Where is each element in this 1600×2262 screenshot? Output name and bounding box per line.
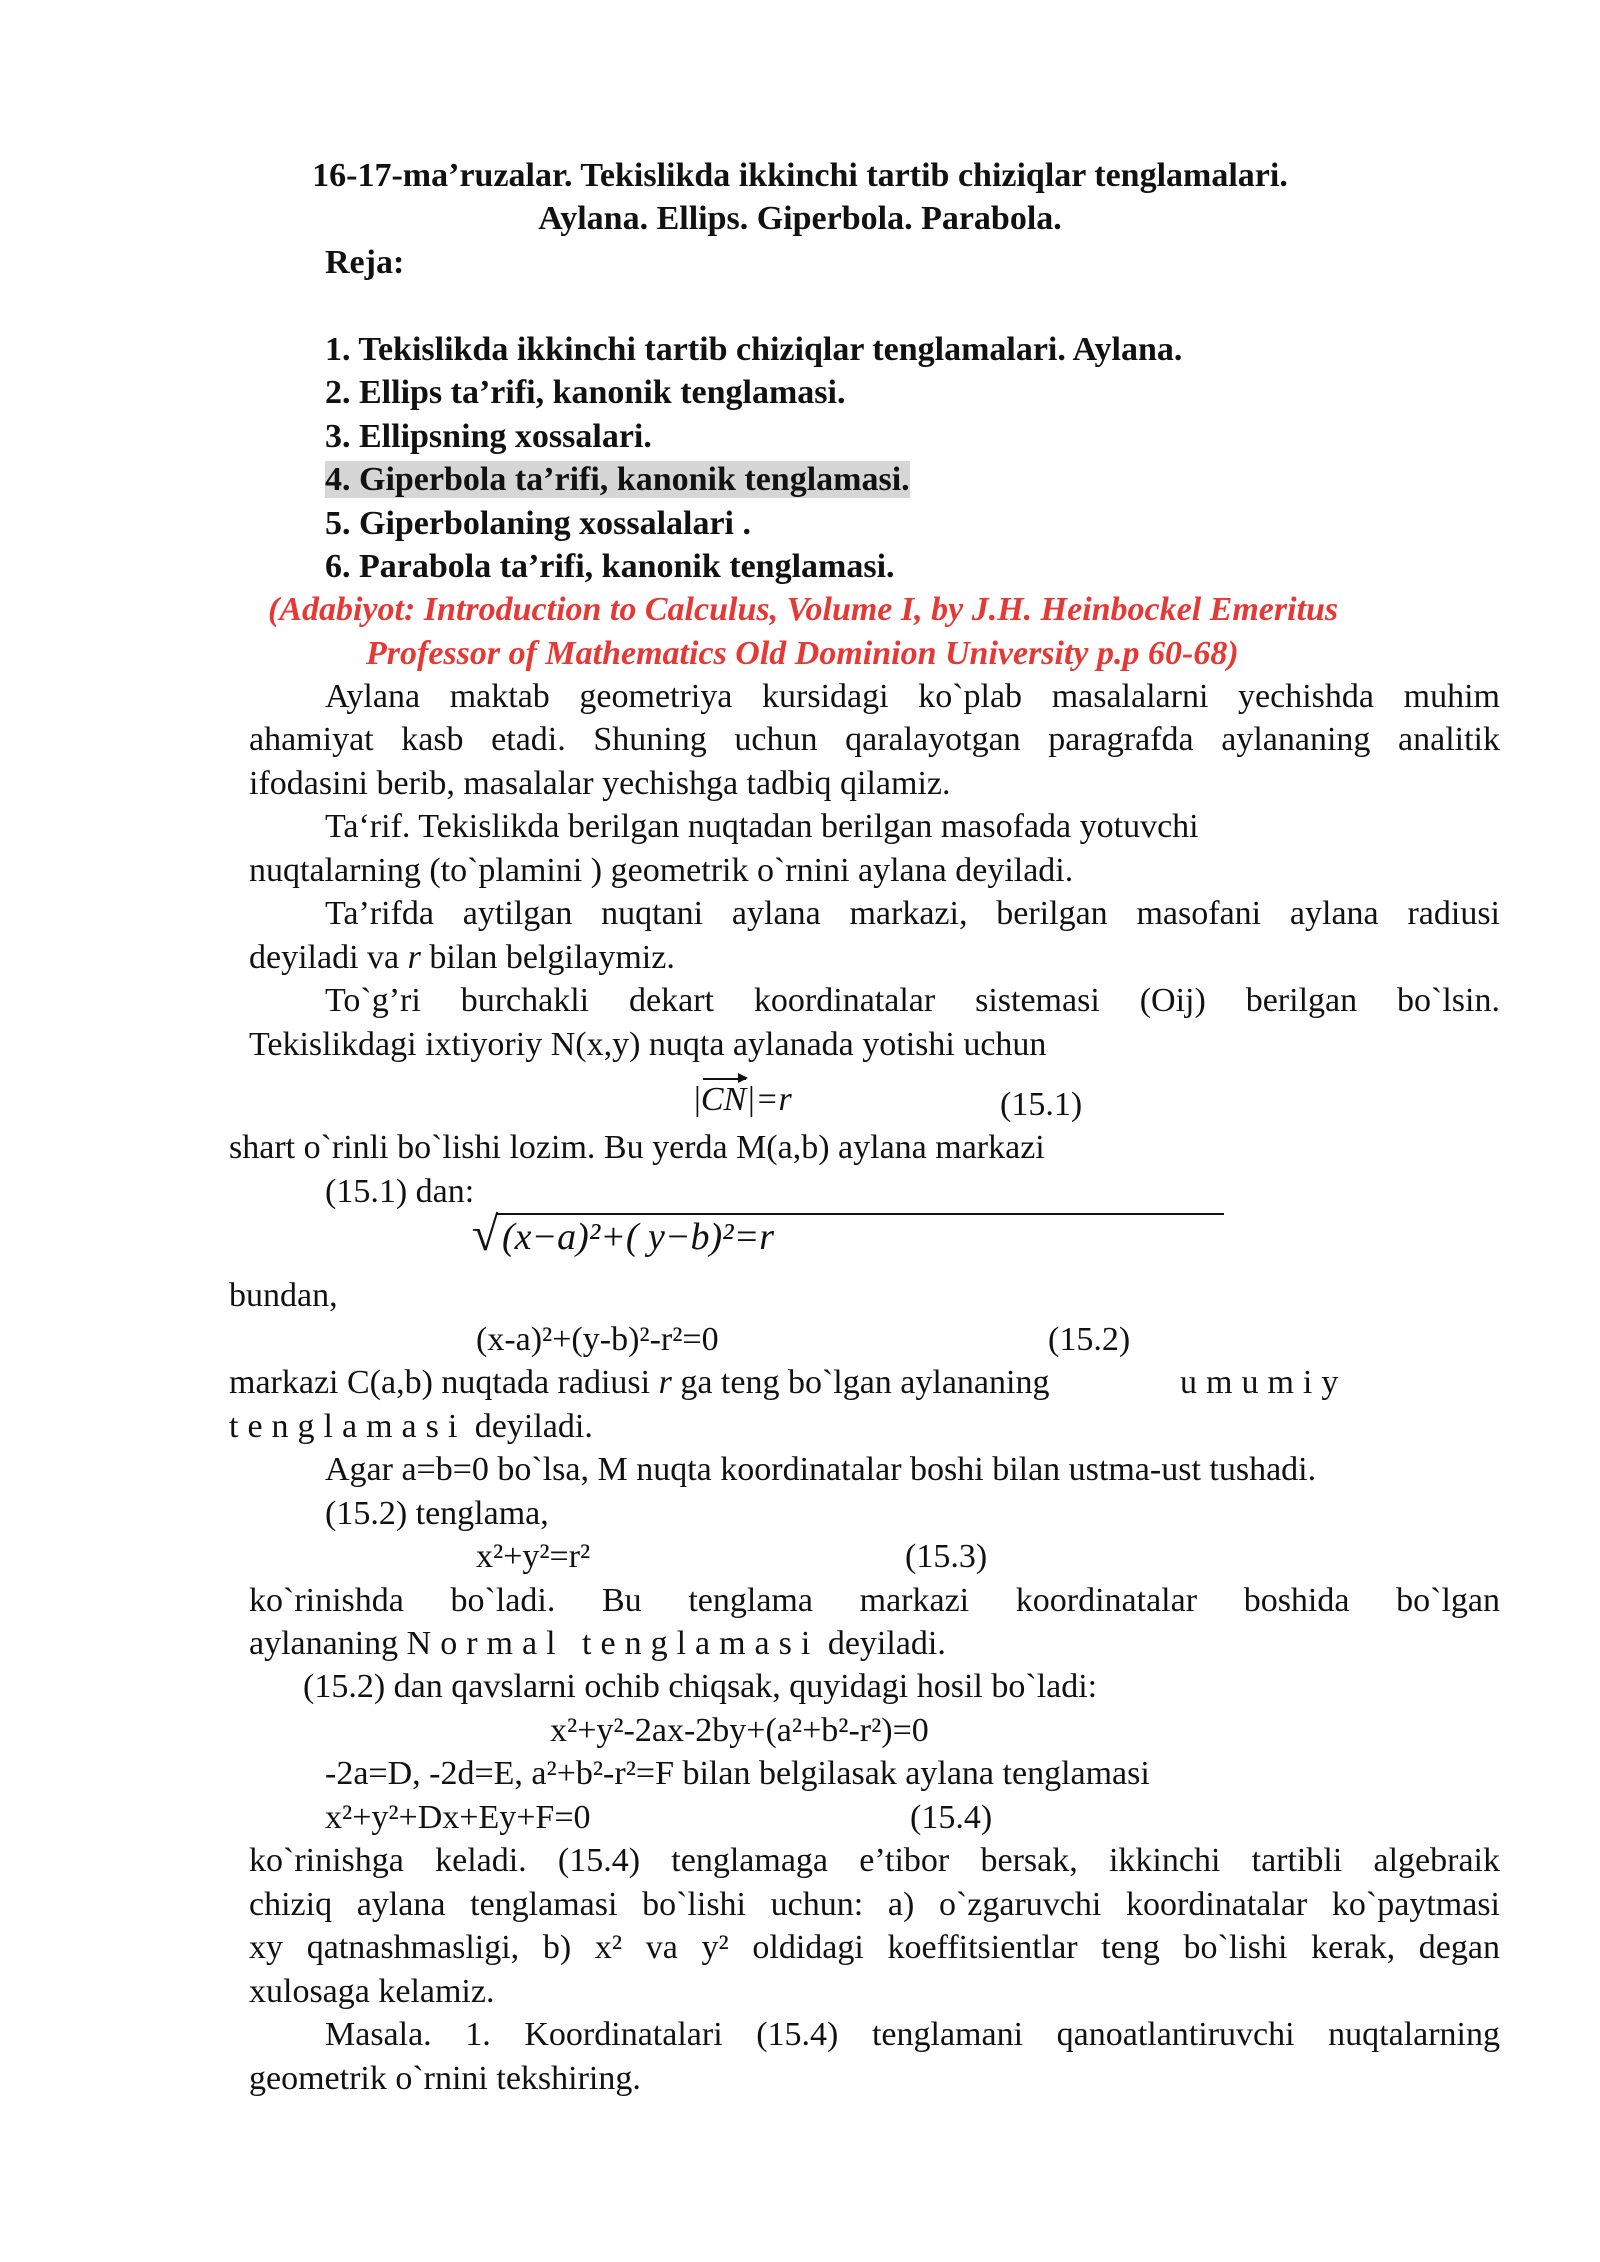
equation-15-3: x²+y²=r²: [476, 1538, 591, 1575]
para13-line-1: Masala. 1. Koordinatalari (15.4) tenglamani qanoatlantiruvchi nuqtalarning: [325, 2016, 1500, 2053]
spaced-term-umumiy: umumiy: [1180, 1364, 1348, 1401]
para2-line-1: Ta‘rif. Tekislikda berilgan nuqtadan berilgan masofada yotuvchi: [325, 808, 1199, 845]
equation-number-15-3: (15.3): [905, 1538, 988, 1575]
para12-line-2: chiziq aylana tenglamasi bo`lishi uchun: a) o`zgaruvchi koordinatalar ko`paytmasi: [249, 1886, 1500, 1923]
lecture-title-line-2: Aylana. Ellips. Giperbola. Parabola.: [538, 200, 1062, 237]
plan-item-4-highlighted: [325, 460, 910, 500]
vector-cn: CN: [700, 1081, 747, 1118]
eq151-rhs: |=r: [746, 1081, 792, 1118]
highlight-mark: 4. Giperbola ta’rifi, kanonik tenglamasi.: [325, 461, 910, 498]
para13-line-2: geometrik o`rnini tekshiring.: [249, 2060, 641, 2097]
reference-line-1: (Adabiyot: Introduction to Calculus, Volume I, by J.H. Heinbockel Emeritus: [268, 591, 1339, 628]
equation-number-15-4: (15.4): [910, 1799, 993, 1836]
para9-line-2: [249, 1624, 946, 1664]
plan-item-6: 6. Parabola ta’rifi, kanonik tenglamasi.: [325, 548, 895, 585]
text-run: aylananing: [249, 1625, 407, 1662]
spaced-term-normal-tenglamasi: Normal tenglamasi: [406, 1625, 820, 1662]
equation-number-15-1: (15.1): [1000, 1086, 1083, 1123]
reference-line-2: Professor of Mathematics Old Dominion University p.p 60-68): [366, 635, 1239, 672]
sqrt-sign: √: [472, 1208, 499, 1261]
var-r: r: [407, 939, 421, 976]
para12-line-4: xulosaga kelamiz.: [249, 1973, 495, 2010]
lecture-title-line-1: 16-17-ma’ruzalar. Tekislikda ikkinchi tartib chiziqlar tenglamalari.: [312, 157, 1288, 194]
abs-bar: |: [694, 1081, 701, 1118]
plan-label: Reja:: [325, 244, 405, 281]
para5-line-1: shart o`rinli bo`lishi lozim. Bu yerda M(a,b) aylana markazi: [229, 1129, 1045, 1166]
para3-line-1: Ta’rifda aytilgan nuqtani aylana markazi, berilgan masofani aylana radiusi: [325, 895, 1500, 932]
para4-line-2: Tekislikdagi ixtiyoriy N(x,y) nuqta aylanada yotishi uchun: [249, 1026, 1047, 1063]
equation-15-1: [694, 1080, 792, 1120]
plan-item-2: 2. Ellips ta’rifi, kanonik tenglamasi.: [325, 374, 846, 411]
text-run: deyiladi.: [466, 1408, 593, 1445]
para12-line-3: xy qatnashmasligi, b) x² va y² oldidagi koeffitsientlar teng bo`lishi kerak, degan: [249, 1929, 1500, 1966]
para1-line-1: Aylana maktab geometriya kursidagi ko`plab masalalarni yechishda muhim: [325, 678, 1500, 715]
plan-item-3: 3. Ellipsning xossalari.: [325, 418, 652, 455]
para4-line-1: To`g’ri burchakli dekart koordinatalar sistemasi (Oij) berilgan bo`lsin.: [325, 982, 1500, 1019]
para12-line-1: ko`rinishga keladi. (15.4) tenglamaga e’tibor bersak, ikkinchi tartibli algebraik: [249, 1842, 1500, 1879]
text-run: bilan belgilaymiz.: [420, 939, 675, 976]
spaced-term-tenglamasi: tenglamasi: [229, 1408, 467, 1445]
para5-line-2: (15.1) dan:: [325, 1173, 475, 1210]
para6-line-2: [229, 1407, 593, 1447]
equation-15-2: (x-a)²+(y-b)²-r²=0: [476, 1321, 719, 1358]
text-run: deyiladi.: [819, 1625, 946, 1662]
para1-line-3: ifodasini berib, masalalar yechishga tadbiq qilamiz.: [249, 765, 951, 802]
text-run: ga teng bo`lgan aylananing: [671, 1364, 1050, 1401]
para7: Agar a=b=0 bo`lsa, M nuqta koordinatalar boshi bilan ustma-ust tushadi.: [325, 1451, 1317, 1488]
para8: (15.2) tenglama,: [325, 1495, 549, 1532]
text-run: deyiladi va: [249, 939, 408, 976]
equation-expanded: x²+y²-2ax-2by+(a²+b²-r²)=0: [550, 1712, 929, 1749]
para3-line-2: [249, 938, 675, 978]
para11: -2a=D, -2d=E, a²+b²-r²=F bilan belgilasak aylana tenglamasi: [325, 1755, 1150, 1792]
plan-item-5: 5. Giperbolaning xossalalari .: [325, 505, 751, 542]
text-run: markazi C(a,b) nuqtada radiusi: [229, 1364, 659, 1401]
bundan-text: bundan,: [229, 1277, 338, 1314]
equation-number-15-2: (15.2): [1048, 1321, 1131, 1358]
para9-line-1: ko`rinishda bo`ladi. Bu tenglama markazi koordinatalar boshida bo`lgan: [249, 1582, 1500, 1619]
sqrt-expression: (x−a)²+( y−b)²=r: [502, 1216, 774, 1258]
plan-item-1: 1. Tekislikda ikkinchi tartib chiziqlar tenglamalari. Aylana.: [325, 331, 1183, 368]
para1-line-2: ahamiyat kasb etadi. Shuning uchun qaralayotgan paragrafda aylananing analitik: [249, 721, 1500, 758]
var-r: r: [658, 1364, 672, 1401]
para2-line-2: nuqtalarning (to`plamini ) geometrik o`rnini aylana deyiladi.: [249, 852, 1074, 889]
para6-line-1: [229, 1363, 1049, 1403]
equation-15-4: x²+y²+Dx+Ey+F=0: [325, 1799, 591, 1836]
para10: (15.2) dan qavslarni ochib chiqsak, quyidagi hosil bo`ladi:: [303, 1668, 1098, 1705]
